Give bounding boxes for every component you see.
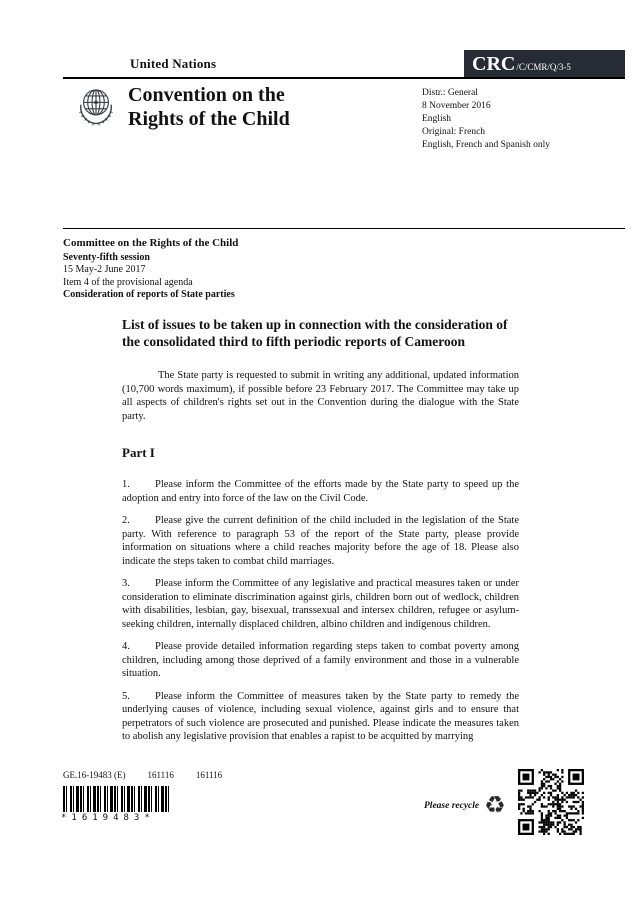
recycle-label: Please recycle xyxy=(424,801,480,811)
document-symbol-main: CRC xyxy=(472,53,516,75)
session-block xyxy=(63,237,238,302)
barcode-text: *1619483* xyxy=(61,813,155,823)
numbered-paragraph xyxy=(122,514,519,568)
document-symbol-suffix: /C/CMR/Q/3-5 xyxy=(516,62,571,72)
document-title: List of issues to be taken up in connection with the consideration of the consolidated third to fifth periodic reports of Cameroon xyxy=(122,317,508,349)
un-emblem-logo xyxy=(73,83,119,131)
document-symbol-box xyxy=(464,50,625,77)
paragraph-number: 4. xyxy=(122,641,130,652)
paragraph-text: Please inform the Committee of measures taken by the State party to remedy the underlying causes of violence, including sexual violence, against girls and to ensure that perpetrators of such violence are prosecuted and punished. Please indicate the measures taken to abolish any legislative provision that enables a rapist to be acquitted by marrying xyxy=(122,690,519,742)
paragraph-text: Please inform the Committee of any legislative and practical measures taken or under consideration to eliminate discrimination against girls, children born out of wedlock, children with disabilities, lesbian, gay, bisexual, transsexual and intersex children, refugee or asylum-seeking children, internally displaced children, albino children and indigenous children. xyxy=(122,578,519,630)
footer-code-2: 161116 xyxy=(195,770,223,780)
barcode xyxy=(63,786,171,812)
convention-title-line2: Rights of the Child xyxy=(128,108,290,130)
document-body xyxy=(122,316,519,753)
meta-languages-only: English, French and Spanish only xyxy=(422,140,550,150)
paragraph-number: 1. xyxy=(122,479,130,490)
recycle-icon: ♻ xyxy=(484,793,506,819)
part-heading: Part I xyxy=(122,445,155,460)
recycle-notice xyxy=(424,794,506,818)
paragraph-number: 5. xyxy=(122,690,130,702)
agenda-item: Item 4 of the provisional agenda xyxy=(63,276,193,288)
meta-date: 8 November 2016 xyxy=(422,101,491,111)
numbered-paragraph xyxy=(122,478,519,505)
numbered-paragraph xyxy=(122,690,519,744)
session-number: Seventy-fifth session xyxy=(63,251,150,263)
ge-reference: GE.16-19483 (E) xyxy=(63,770,126,780)
numbered-paragraph xyxy=(122,577,519,631)
org-name: United Nations xyxy=(130,56,217,71)
agenda-title: Consideration of reports of State parties xyxy=(63,289,235,300)
committee-name: Committee on the Rights of the Child xyxy=(63,237,239,249)
header-bar xyxy=(63,44,625,79)
convention-title xyxy=(128,83,290,131)
footer-reference-line xyxy=(63,770,244,780)
convention-title-line1: Convention on the xyxy=(128,84,285,106)
meta-distr: Distr.: General xyxy=(422,88,478,98)
paragraph-text: Please inform the Committee of the efforts made by the State party to speed up the adoption and entry into force of the law on the Civil Code. xyxy=(122,479,519,504)
paragraph-text: Please provide detailed information regarding steps taken to combat poverty among children, including among those deprived of a family environment and those in a vulnerable situation. xyxy=(122,641,519,679)
paragraph-text: Please give the current definition of the child included in the legislation of the State party. With reference to paragraph 53 of the report of the State party, please provide information on situations where a child reaches majority before the age of 18. Please also indicate the steps taken to combat child marriages. xyxy=(122,515,519,567)
intro-paragraph: The State party is requested to submit in writing any additional, updated information (10,700 words maximum), if possible before 23 February 2017. The Committee may take up all aspects of children's rights set out in the Convention during the dialogue with the State party. xyxy=(122,370,519,422)
session-dates: 15 May-2 June 2017 xyxy=(63,264,146,275)
numbered-paragraph xyxy=(122,640,519,681)
qr-code xyxy=(518,769,584,835)
meta-language: English xyxy=(422,114,452,124)
footer-code-1: 161116 xyxy=(147,770,174,780)
distribution-meta xyxy=(422,87,550,152)
paragraph-number: 3. xyxy=(122,578,130,589)
meta-original: Original: French xyxy=(422,127,486,137)
paragraph-number: 2. xyxy=(122,515,130,526)
section-divider xyxy=(63,228,625,229)
paragraph-list xyxy=(122,478,519,744)
